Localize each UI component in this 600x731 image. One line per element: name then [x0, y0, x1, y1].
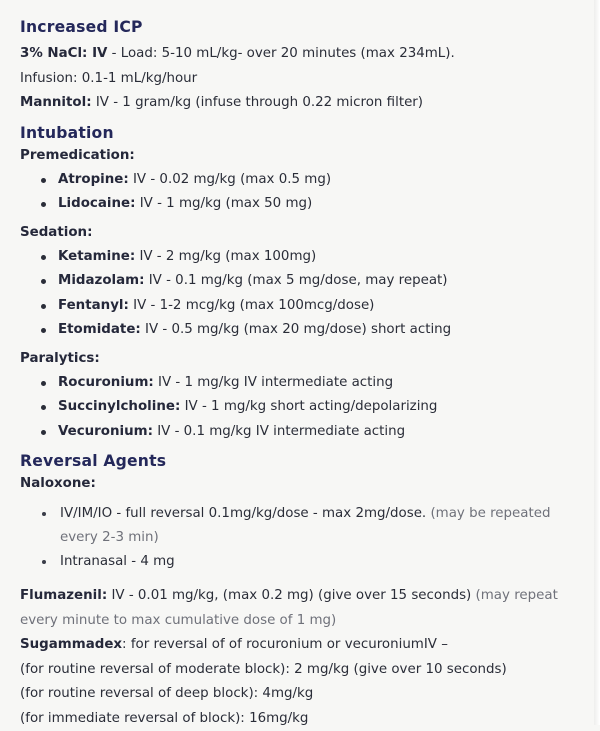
list-item-vecuronium — [20, 420, 588, 445]
drug-dose: IV - 1-2 mcg/kg (max 100mcg/dose) — [129, 298, 375, 313]
drug-name: Fentanyl: — [58, 298, 129, 313]
list-item-midazolam — [20, 269, 588, 294]
premedication-list — [20, 168, 588, 217]
sugammadex-deep-line: (for routine reversal of deep block): 4mg/kg — [20, 682, 588, 707]
list-item-ketamine — [20, 245, 588, 270]
flumazenil-line — [20, 584, 588, 633]
mannitol-name: Mannitol: — [20, 95, 92, 110]
flumazenil-note: (may repeat every minute to max cumulative dose of 1 mg) — [20, 588, 558, 628]
drug-name: Succinylcholine: — [58, 399, 180, 414]
drug-dose: IV - 0.1 mg/kg IV intermediate acting — [153, 424, 405, 439]
drug-name: Etomidate: — [58, 322, 141, 337]
drug-dose: IV - 0.1 mg/kg (max 5 mg/dose, may repeat) — [144, 273, 447, 288]
list-item-fentanyl — [20, 294, 588, 319]
list-item-naloxone-iv — [20, 502, 588, 550]
drug-name: Midazolam: — [58, 273, 144, 288]
nacl-line — [20, 42, 588, 67]
infusion-line: Infusion: 0.1-1 mL/kg/hour — [20, 67, 588, 92]
sugammadex-moderate-line: (for routine reversal of moderate block): 2 mg/kg (give over 10 seconds) — [20, 658, 588, 683]
list-item-naloxone-intranasal: Intranasal - 4 mg — [20, 550, 588, 574]
naloxone-iv-text: IV/IM/IO - full reversal 0.1mg/kg/dose - max 2mg/dose. — [60, 506, 426, 521]
drug-name: Vecuronium: — [58, 424, 153, 439]
drug-dose: IV - 0.5 mg/kg (max 20 mg/dose) short acting — [141, 322, 451, 337]
drug-dose: IV - 2 mg/kg (max 100mg) — [135, 249, 316, 264]
flumazenil-text: IV - 0.01 mg/kg, (max 0.2 mg) (give over 15 seconds) — [107, 588, 471, 603]
sugammadex-line — [20, 633, 588, 658]
section-title-reversal-agents: Reversal Agents — [20, 450, 588, 472]
drug-dose: IV - 0.02 mg/kg (max 0.5 mg) — [129, 172, 331, 187]
paralytics-label: Paralytics: — [20, 347, 588, 371]
drug-name: Rocuronium: — [58, 375, 154, 390]
sugammadex-text: : for reversal of of rocuronium or vecuroniumIV – — [122, 637, 448, 652]
list-item-lidocaine — [20, 192, 588, 217]
sugammadex-name: Sugammadex — [20, 637, 122, 652]
sedation-list — [20, 245, 588, 343]
list-item-etomidate — [20, 318, 588, 343]
drug-name: Lidocaine: — [58, 196, 135, 211]
naloxone-iv-note: (may be repeated every 2-3 min) — [60, 506, 550, 545]
drug-dose: IV - 1 mg/kg (max 50 mg) — [135, 196, 312, 211]
sugammadex-immediate-line: (for immediate reversal of block): 16mg/kg — [20, 707, 588, 731]
drug-dose: IV - 1 mg/kg short acting/depolarizing — [180, 399, 437, 414]
drug-name: Ketamine: — [58, 249, 135, 264]
naloxone-label: Naloxone: — [20, 472, 588, 496]
section-title-increased-icp: Increased ICP — [20, 16, 588, 38]
drug-name: Atropine: — [58, 172, 129, 187]
premedication-label: Premedication: — [20, 144, 588, 168]
naloxone-list — [20, 502, 588, 574]
drug-dose: IV - 1 mg/kg IV intermediate acting — [154, 375, 393, 390]
nacl-text: - Load: 5-10 mL/kg- over 20 minutes (max 234mL). — [107, 46, 454, 61]
flumazenil-name: Flumazenil: — [20, 588, 107, 603]
paralytics-list — [20, 371, 588, 445]
mannitol-text: IV - 1 gram/kg (infuse through 0.22 micron filter) — [92, 95, 423, 110]
sedation-label: Sedation: — [20, 221, 588, 245]
section-title-intubation: Intubation — [20, 122, 588, 144]
list-item-atropine — [20, 168, 588, 193]
mannitol-line — [20, 91, 588, 116]
nacl-name: 3% NaCl: IV — [20, 46, 107, 61]
list-item-succinylcholine — [20, 395, 588, 420]
list-item-rocuronium — [20, 371, 588, 396]
page-edge — [594, 0, 600, 725]
